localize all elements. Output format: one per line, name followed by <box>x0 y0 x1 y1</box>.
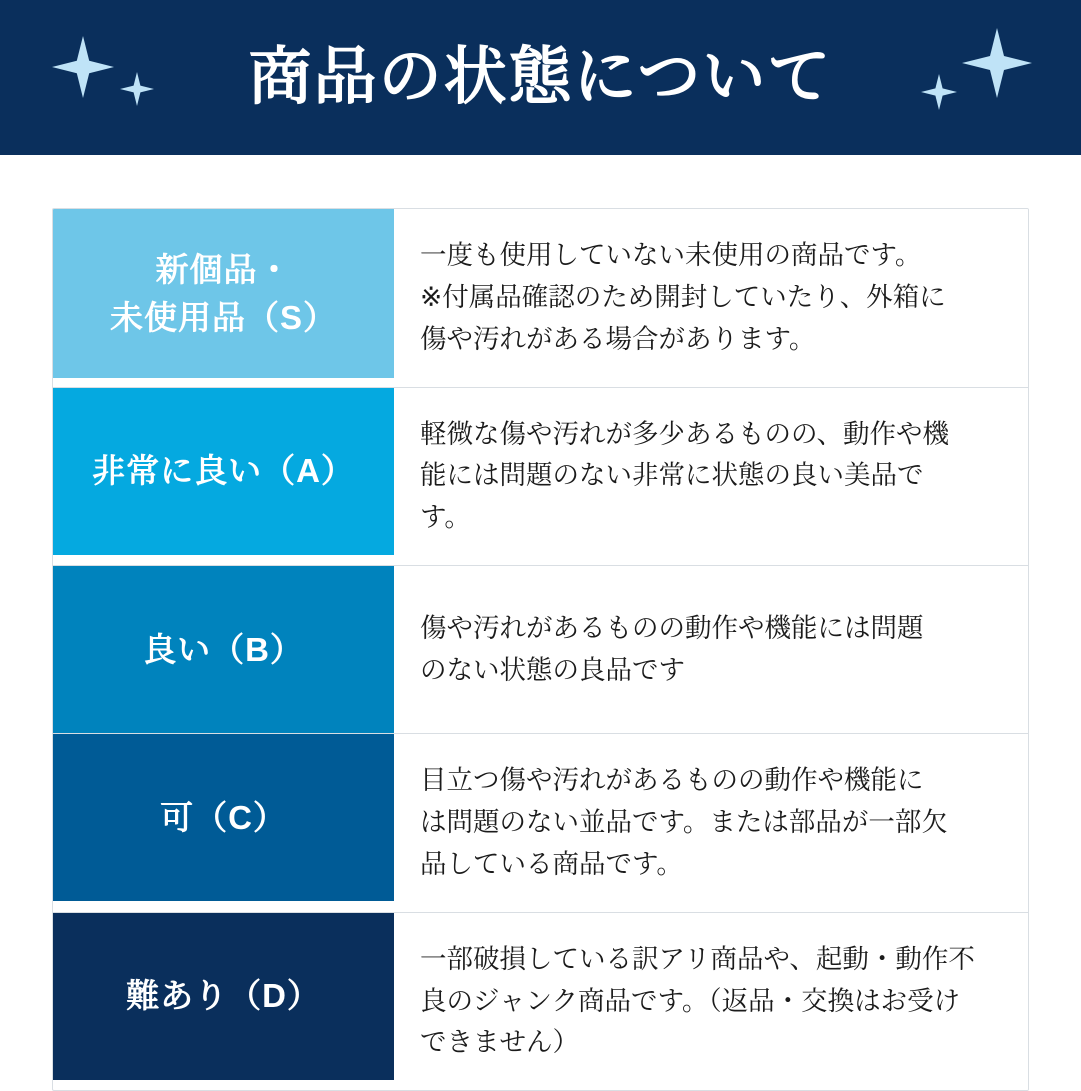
sparkle-icon <box>921 74 957 110</box>
table-row <box>53 566 1028 734</box>
description-line: 一度も使用していない未使用の商品です。 <box>420 240 922 270</box>
table-row <box>53 209 1028 388</box>
description-line: 良のジャンク商品です。（返品・交換はお受け <box>420 985 961 1016</box>
description-line: 目立つ傷や汚れがあるものの動作や機能に <box>420 765 924 796</box>
description-line: す。 <box>420 502 471 533</box>
description-line: 能には問題のない非常に状態の良い美品で <box>420 460 924 491</box>
condition-description-s <box>394 209 1028 387</box>
description-line: 一部破損している訳アリ商品や、起動・動作不 <box>420 943 975 974</box>
sparkle-icon <box>962 28 1032 98</box>
condition-label-line: 新個品・ <box>155 250 292 288</box>
condition-description-c <box>394 734 1028 912</box>
page-header <box>0 0 1081 155</box>
description-line: のない状態の良品です <box>420 654 685 685</box>
condition-label-a: 非常に良い（A） <box>53 388 394 555</box>
condition-description-d <box>394 913 1028 1091</box>
description-line: できません） <box>420 1027 579 1058</box>
condition-table <box>52 208 1029 1091</box>
sparkle-icon <box>52 36 114 98</box>
condition-label-s <box>53 209 394 378</box>
table-row <box>53 734 1028 913</box>
condition-label-d: 難あり（D） <box>53 913 394 1080</box>
condition-description-a <box>394 388 1028 566</box>
description-line: 傷や汚れがあるものの動作や機能には問題 <box>420 612 924 643</box>
description-line: ※付属品確認のため開封していたり、外箱に <box>420 281 946 312</box>
condition-label-c: 可（C） <box>53 734 394 901</box>
condition-label-line: 未使用品（S） <box>109 298 337 336</box>
sparkle-icon <box>120 72 154 106</box>
description-line: は問題のない並品です。または部品が一部欠 <box>420 807 948 838</box>
condition-label-b: 良い（B） <box>53 566 394 733</box>
table-row <box>53 913 1028 1091</box>
table-row <box>53 388 1028 567</box>
description-line: 傷や汚れがある場合があります。 <box>420 323 816 354</box>
description-line: 品している商品です。 <box>420 848 683 879</box>
page-title: 商品の状態について <box>248 42 833 112</box>
description-line: 軽微な傷や汚れが多少あるものの、動作や機 <box>420 418 949 449</box>
condition-description-b <box>394 566 1028 733</box>
